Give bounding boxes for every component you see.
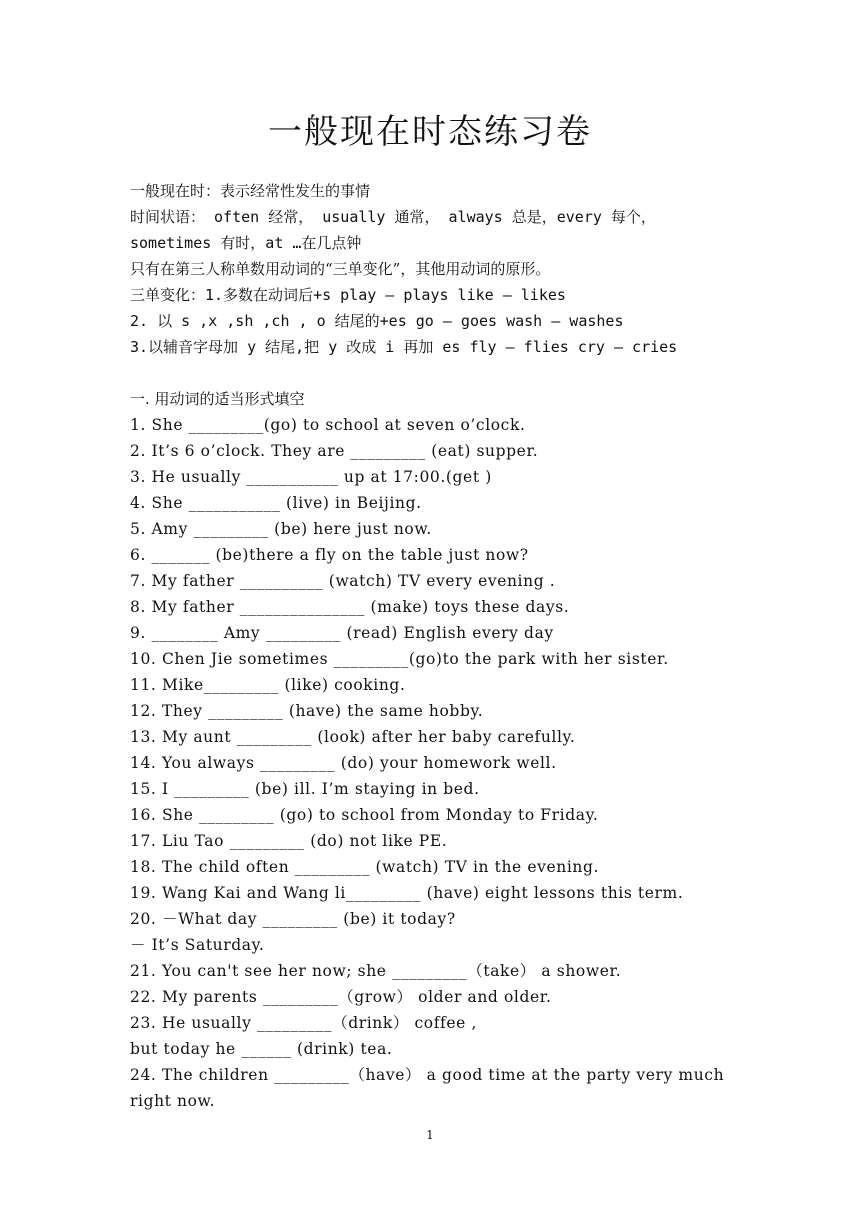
question-24-continued: right now. xyxy=(130,1092,216,1110)
question-20-answer: － It’s Saturday. xyxy=(130,936,265,954)
question-13: 13. My aunt _________ (look) after her baby carefully. xyxy=(130,728,576,746)
question-12: 12. They _________ (have) the same hobby. xyxy=(130,702,484,720)
question-11: 11. Mike_________ (like) cooking. xyxy=(130,676,406,694)
question-24: 24. The children _________（have） a good time at the party very much xyxy=(130,1066,725,1084)
section-heading: 一. 用动词的适当形式填空 xyxy=(130,390,305,408)
question-15: 15. I _________ (be) ill. I’m staying in bed. xyxy=(130,780,480,798)
intro-line-2: 时间状语： often 经常， usually 通常， always 总是，every 每个， xyxy=(130,208,656,226)
question-23-continued: but today he ______ (drink) tea. xyxy=(130,1040,393,1058)
question-14: 14. You always _________ (do) your homework well. xyxy=(130,754,557,772)
intro-line-6: 2. 以 s ,x ,sh ,ch , o 结尾的+es go — goes wash — washes xyxy=(130,312,624,330)
intro-line-5: 三单变化：1.多数在动词后+s play — plays like — likes xyxy=(130,286,566,304)
question-16: 16. She _________ (go) to school from Monday to Friday. xyxy=(130,806,599,824)
intro-line-7: 3.以辅音字母加 y 结尾,把 y 改成 i 再加 es fly — flies cry — cries xyxy=(130,338,678,356)
question-22: 22. My parents _________（grow） older and older. xyxy=(130,988,552,1006)
question-1: 1. She _________(go) to school at seven o’clock. xyxy=(130,416,526,434)
question-2: 2. It’s 6 o’clock. They are _________ (eat) supper. xyxy=(130,442,539,460)
question-18: 18. The child often _________ (watch) TV in the evening. xyxy=(130,858,600,876)
question-10: 10. Chen Jie sometimes _________(go)to the park with her sister. xyxy=(130,650,669,668)
page-title: 一般现在时态练习卷 xyxy=(268,112,592,152)
question-4: 4. She ___________ (live) in Beijing. xyxy=(130,494,422,512)
question-23: 23. He usually _________（drink） coffee , xyxy=(130,1014,477,1032)
question-21: 21. You can't see her now; she _________（take） a shower. xyxy=(130,962,622,980)
intro-line-3: sometimes 有时，at …在几点钟 xyxy=(130,234,362,252)
exercise-section xyxy=(130,386,770,1114)
question-20: 20. －What day _________ (be) it today? xyxy=(130,910,456,928)
question-19: 19. Wang Kai and Wang li_________ (have) eight lessons this term. xyxy=(130,884,684,902)
question-7: 7. My father __________ (watch) TV every evening . xyxy=(130,572,556,590)
question-6: 6. _______ (be)there a fly on the table just now? xyxy=(130,546,529,564)
question-8: 8. My father _______________ (make) toys these days. xyxy=(130,598,570,616)
question-17: 17. Liu Tao _________ (do) not like PE. xyxy=(130,832,448,850)
intro-line-1: 一般现在时：表示经常性发生的事情 xyxy=(130,182,371,200)
question-5: 5. Amy _________ (be) here just now. xyxy=(130,520,432,538)
intro-line-4: 只有在第三人称单数用动词的“三单变化”，其他用动词的原形。 xyxy=(130,260,551,278)
grammar-intro xyxy=(130,178,770,360)
page-number: 1 xyxy=(426,1128,434,1142)
question-3: 3. He usually ___________ up at 17:00.(get ) xyxy=(130,468,492,486)
question-9: 9. ________ Amy _________ (read) English every day xyxy=(130,624,554,642)
